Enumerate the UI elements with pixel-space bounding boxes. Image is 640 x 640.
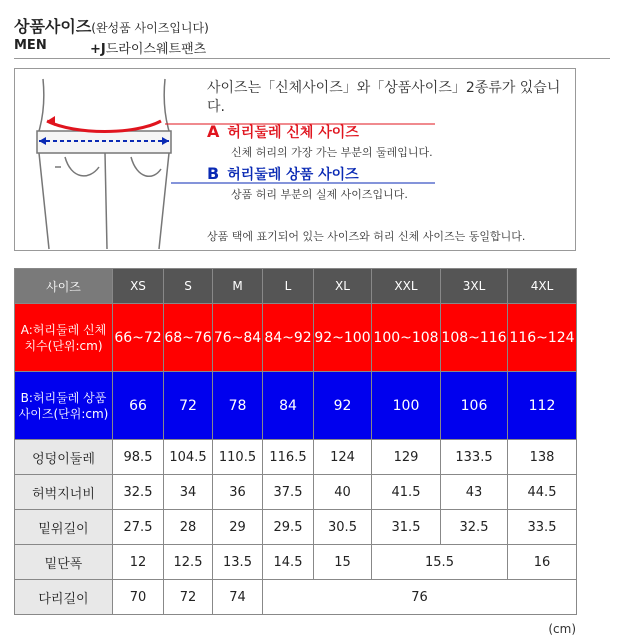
size-table — [14, 268, 577, 615]
cell: 133.5 — [441, 440, 508, 475]
waist-body-size-desc: 신체 허리의 가장 가는 부분의 둘레입니다. — [231, 146, 433, 159]
row-label: 다리길이 — [15, 580, 113, 615]
cell: 100 — [372, 372, 441, 440]
cell: 27.5 — [113, 510, 164, 545]
cell: 30.5 — [314, 510, 372, 545]
size-corner: 사이즈 — [15, 269, 113, 304]
cell: 36 — [213, 475, 263, 510]
cell: 112 — [508, 372, 577, 440]
cell: 84~92 — [263, 304, 314, 372]
cell: 14.5 — [263, 545, 314, 580]
size-guide-box — [14, 68, 576, 251]
cell: 33.5 — [508, 510, 577, 545]
hip-row — [15, 440, 577, 475]
size-col-3xl: 3XL — [441, 269, 508, 304]
title-note: (완성품 사이즈입니다) — [91, 21, 209, 35]
cell: 70 — [113, 580, 164, 615]
cell: 41.5 — [372, 475, 441, 510]
cell: 29 — [213, 510, 263, 545]
cell: 16 — [508, 545, 577, 580]
cell: 92 — [314, 372, 372, 440]
cell: 100~108 — [372, 304, 441, 372]
row-label: B:허리둘레 상품사이즈(단위:cm) — [15, 372, 113, 440]
waist-body-row — [15, 304, 577, 372]
title-divider — [14, 58, 610, 59]
waist-product-row — [15, 372, 577, 440]
cell: 76 — [263, 580, 577, 615]
row-label: 밑단폭 — [15, 545, 113, 580]
row-label: A:허리둘레 신체치수(단위:cm) — [15, 304, 113, 372]
cell: 92~100 — [314, 304, 372, 372]
size-col-s: S — [164, 269, 213, 304]
hem-row — [15, 545, 577, 580]
cell: 12 — [113, 545, 164, 580]
unit-label: (cm) — [548, 622, 576, 636]
cell: 34 — [164, 475, 213, 510]
cell: 12.5 — [164, 545, 213, 580]
cell: 13.5 — [213, 545, 263, 580]
cell: 29.5 — [263, 510, 314, 545]
cell: 72 — [164, 372, 213, 440]
cell: 66 — [113, 372, 164, 440]
cell: 31.5 — [372, 510, 441, 545]
page-title: 상품사이즈(완성품 사이즈입니다) — [14, 17, 209, 36]
cell: 108~116 — [441, 304, 508, 372]
cell: 66~72 — [113, 304, 164, 372]
waist-body-size-label: A 허리둘레 신체 사이즈 — [207, 122, 359, 141]
row-label: 엉덩이둘레 — [15, 440, 113, 475]
cell: 37.5 — [263, 475, 314, 510]
row-label: 허벅지너비 — [15, 475, 113, 510]
waist-body-curve — [47, 121, 161, 132]
gender-label: MEN — [14, 38, 47, 53]
rise-row — [15, 510, 577, 545]
tag-size-note: 상품 택에 표기되어 있는 사이즈와 허리 신체 사이즈는 동일합니다. — [207, 230, 526, 243]
cell: 32.5 — [113, 475, 164, 510]
cell: 15 — [314, 545, 372, 580]
cell: 32.5 — [441, 510, 508, 545]
size-col-xxl: XXL — [372, 269, 441, 304]
cell: 78 — [213, 372, 263, 440]
cell: 72 — [164, 580, 213, 615]
size-col-xl: XL — [314, 269, 372, 304]
cell: 129 — [372, 440, 441, 475]
cell: 104.5 — [164, 440, 213, 475]
inseam-row — [15, 580, 577, 615]
size-header-row — [15, 269, 577, 304]
cell: 68~76 — [164, 304, 213, 372]
size-intro-text: 사이즈는「신체사이즈」와「상품사이즈」2종류가 있습니다. — [207, 80, 561, 115]
size-col-m: M — [213, 269, 263, 304]
cell: 124 — [314, 440, 372, 475]
cell: 43 — [441, 475, 508, 510]
cell: 116.5 — [263, 440, 314, 475]
cell: 44.5 — [508, 475, 577, 510]
cell: 116~124 — [508, 304, 577, 372]
product-line — [14, 38, 207, 57]
size-col-l: L — [263, 269, 314, 304]
cell: 15.5 — [372, 545, 508, 580]
size-col-xs: XS — [113, 269, 164, 304]
cell: 98.5 — [113, 440, 164, 475]
waist-product-size-desc: 상품 허리 부분의 실제 사이즈입니다. — [231, 188, 408, 201]
cell: 74 — [213, 580, 263, 615]
waist-product-size-label: B 허리둘레 상품 사이즈 — [207, 164, 359, 183]
size-col-4xl: 4XL — [508, 269, 577, 304]
cell: 138 — [508, 440, 577, 475]
cell: 106 — [441, 372, 508, 440]
product-name: +J드라이스웨트팬츠 — [90, 42, 207, 57]
thigh-row — [15, 475, 577, 510]
row-label: 밑위길이 — [15, 510, 113, 545]
cell: 84 — [263, 372, 314, 440]
cell: 110.5 — [213, 440, 263, 475]
cell: 76~84 — [213, 304, 263, 372]
cell: 28 — [164, 510, 213, 545]
cell: 40 — [314, 475, 372, 510]
